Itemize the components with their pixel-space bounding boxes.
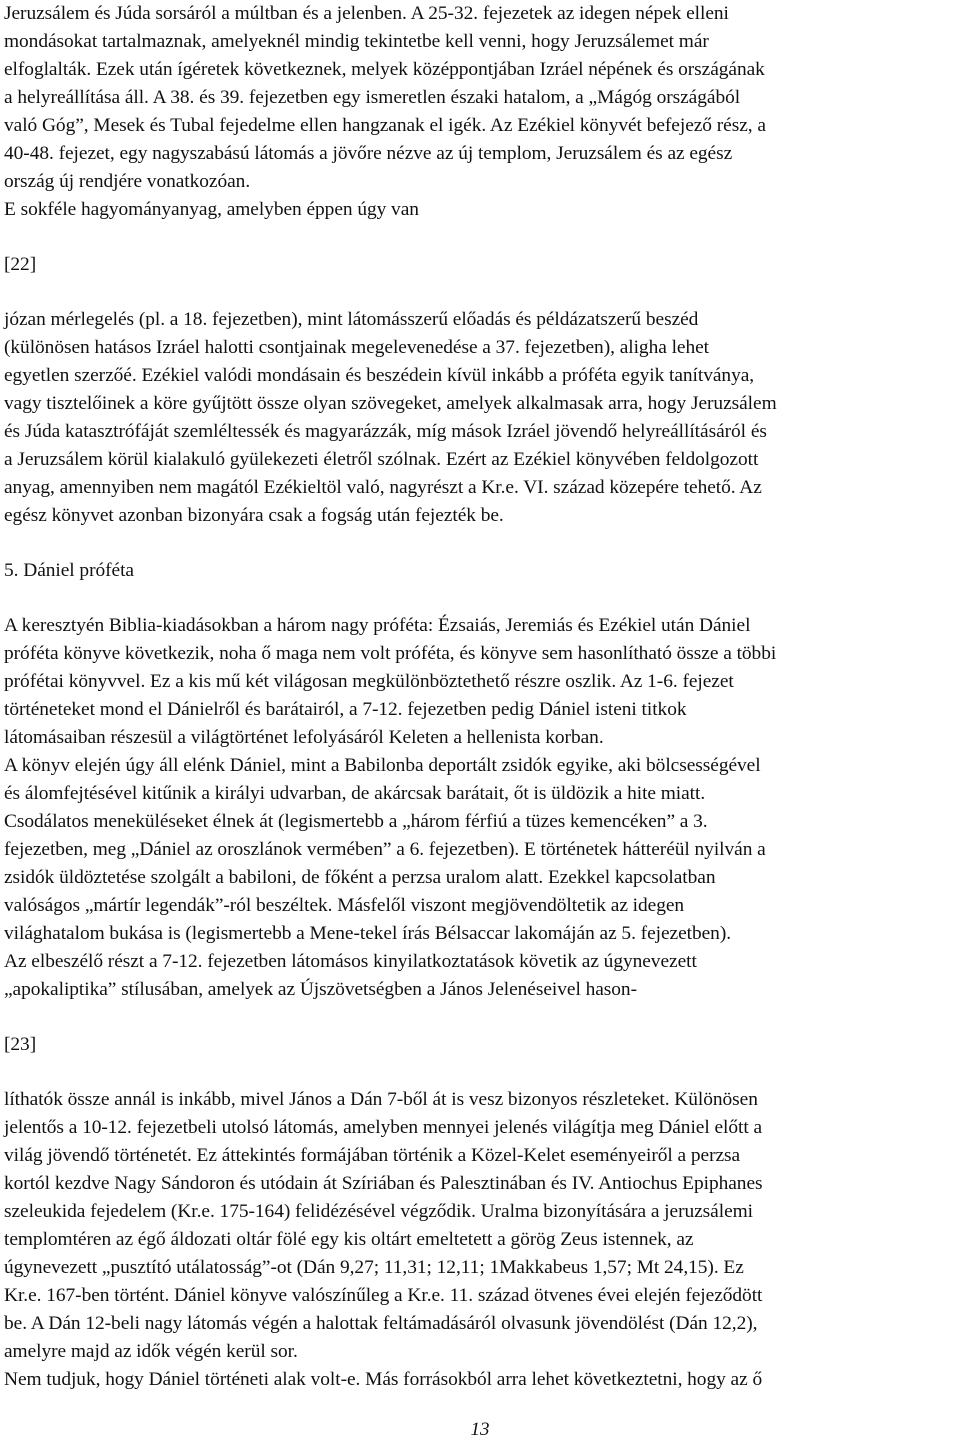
text-line: amelyre majd az idők végén kerül sor. [4,1341,298,1362]
text-line: látomásaiban részesül a világtörténet lefolyásáról Keleten a hellenista korban. [4,727,604,748]
text-line: líthatók össze annál is inkább, mivel János a Dán 7-ből át is vesz bizonyos részleteket. Különösen [4,1089,758,1110]
text-line: vagy tisztelőinek a köre gyűjtött össze olyan szövegeket, amelyek alkalmasak arra, hogy Jeruzsálem [4,393,777,414]
paragraph-gap [4,1004,954,1031]
page-number: 13 [470,1419,490,1440]
text-line: világhatalom bukása is (legismertebb a Mene-tekel írás Bélsaccar lakomáján az 5. fejezetben). [4,923,732,944]
paragraph [4,612,954,1004]
paragraph [4,0,954,224]
text-line: [22] [4,254,37,275]
paragraph [4,557,954,585]
text-line: kortól kezdve Nagy Sándoron és utódain át Szíriában és Palesztinában és IV. Antiochus Epiphanes [4,1173,763,1194]
text-line: világ jövendő történetét. Ez áttekintés formájában történik a Közel-Kelet eseményeiről a perzsa [4,1145,741,1166]
paragraph [4,251,954,279]
text-line: elfoglalták. Ezek után ígéretek következnek, melyek középpontjában Izráel népének és országának [4,59,765,80]
text-line: a Jeruzsálem körül kialakuló gyülekezeti életről szólnak. Ezért az Ezékiel könyvében feldolgozott [4,449,759,470]
text-line: úgynevezett „pusztító utálatosság”-ot (Dán 9,27; 11,31; 12,11; 1Makkabeus 1,57; Mt 24,15). Ez [4,1257,744,1278]
text-line: fejezetben, meg „Dániel az oroszlánok vermében” a 6. fejezetben). E történetek hátteréül nyilván a [4,839,766,860]
text-line: „apokaliptika” stílusában, amelyek az Újszövetségben a János Jelenéseivel hason- [4,979,637,1000]
text-line: a helyreállítása áll. A 38. és 39. fejezetben egy ismeretlen északi hatalom, a „Mágóg országából [4,87,741,108]
text-line: józan mérlegelés (pl. a 18. fejezetben), mint látomásszerű előadás és példázatszerű beszéd [4,309,699,330]
paragraph-gap [4,224,954,251]
text-line: prófétai könyvvel. Ez a kis mű két világosan megkülönböztethető részre oszlik. Az 1-6. fejezet [4,671,734,692]
text-line: 5. Dániel próféta [4,560,134,581]
paragraph-gap [4,585,954,612]
text-line: történeteket mond el Dánielről és barátairól, a 7-12. fejezetben pedig Dániel isteni titkok [4,699,687,720]
paragraph-gap [4,530,954,557]
text-line: Nem tudjuk, hogy Dániel történeti alak volt-e. Más forrásokból arra lehet következtetni, hogy az ő [4,1369,763,1390]
paragraph-gap [4,279,954,306]
text-line: Kr.e. 167-ben történt. Dániel könyve valószínűleg a Kr.e. 11. század ötvenes évei elején fejeződött [4,1285,763,1306]
text-line: ország új rendjére vonatkozóan. [4,171,251,192]
text-line: Az elbeszélő részt a 7-12. fejezetben látomásos kinyilatkoztatások követik az úgynevezett [4,951,697,972]
text-line: valóságos „mártír legendák”-ról beszéltek. Másfelől viszont megjövendöltetik az idegen [4,895,685,916]
text-line: Csodálatos meneküléseket élnek át (legismertebb a „három férfiú a tüzes kemencéken” a 3. [4,811,708,832]
text-line: E sokféle hagyományanyag, amelyben éppen úgy van [4,199,419,220]
text-line: próféta könyve következik, noha ő maga nem volt próféta, és könyve sem hasonlítható össze a többi [4,643,777,664]
text-line: anyag, amennyiben nem magától Ezékieltöl való, nagyrészt a Kr.e. VI. század közepére tehető. Az [4,477,762,498]
text-line: Jeruzsálem és Júda sorsáról a múltban és a jelenben. A 25-32. fejezetek az idegen népek elleni [4,3,729,24]
paragraph [4,1086,954,1394]
text-line: és Júda katasztrófáját szemléltessék és magyarázzák, míg mások Izráel jövendő helyreállításáról és [4,421,767,442]
text-line: A könyv elején úgy áll elénk Dániel, mint a Babilonba deportált zsidók egyike, aki bölcsességével [4,755,761,776]
text-line: szeleukida fejedelem (Kr.e. 175-164) felidézésével végződik. Uralma bizonyítására a jeruzsálemi [4,1201,753,1222]
text-line: való Góg”, Mesek és Tubal fejedelme ellen hangzanak el igék. Az Ezékiel könyvét befejező rész, a [4,115,766,136]
paragraph [4,1031,954,1059]
text-line: (különösen hatásos Izráel halotti csontjainak megelevenedése a 37. fejezetben), aligha lehet [4,337,710,358]
paragraph [4,306,954,530]
text-line: 40-48. fejezet, egy nagyszabású látomás a jövőre nézve az új templom, Jeruzsálem és az egész [4,143,733,164]
text-line: mondásokat tartalmaznak, amelyeknél mindig tekintetbe kell venni, hogy Jeruzsálemet már [4,31,709,52]
text-line: templomtéren az égő áldozati oltár fölé egy kis oltárt emeltetett a görög Zeus istennek, az [4,1229,694,1250]
paragraph-gap [4,1059,954,1086]
document-page [4,0,954,1394]
text-line: A keresztyén Biblia-kiadásokban a három nagy próféta: Ézsaiás, Jeremiás és Ezékiel után Dániel [4,615,751,636]
text-line: egyetlen szerzőé. Ezékiel valódi mondásain és beszédein kívül inkább a próféta egyik tanítványa, [4,365,755,386]
text-line: jelentős a 10-12. fejezetbeli utolsó látomás, amelyben mennyei jelenés világítja meg Dániel előtt a [4,1117,763,1138]
text-line: és álomfejtésével kitűnik a királyi udvarban, de akárcsak barátait, őt is üldözik a hite miatt. [4,783,706,804]
text-line: egész könyvet azonban bizonyára csak a fogság után fejezték be. [4,505,504,526]
text-line: zsidók üldöztetése szolgált a babiloni, de főként a perzsa uralom alatt. Ezekkel kapcsolatban [4,867,716,888]
text-line: [23] [4,1034,37,1055]
text-line: be. A Dán 12-beli nagy látomás végén a halottak feltámadásáról olvasunk jövendölést (Dán 12,2), [4,1313,758,1334]
